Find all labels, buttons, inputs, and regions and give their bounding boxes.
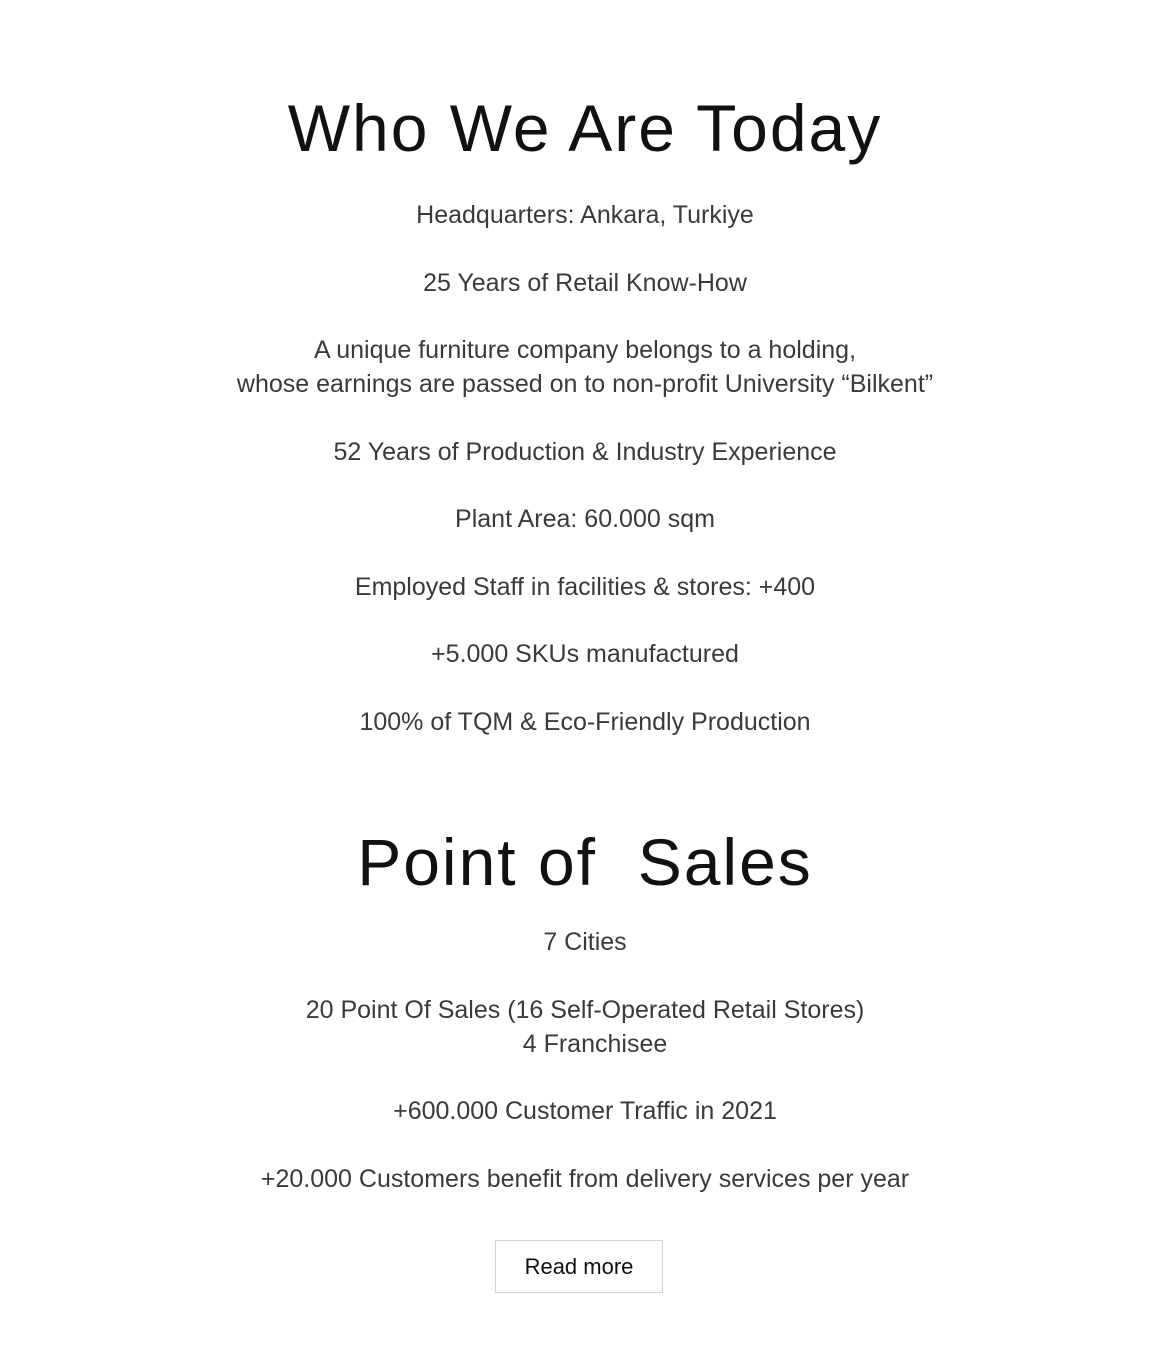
fact-delivery <box>0 1162 1170 1196</box>
who-we-are-facts <box>0 198 1170 772</box>
fact-line: 52 Years of Production & Industry Experience <box>333 437 837 466</box>
fact-line: 100% of TQM & Eco-Friendly Production <box>359 707 811 736</box>
fact-line: whose earnings are passed on to non-profit University “Bilkent” <box>236 370 934 398</box>
point-of-sales-title: Point of Sales <box>357 825 813 899</box>
fact-line: Employed Staff in facilities & stores: +400 <box>354 572 816 601</box>
fact-line: 20 Point Of Sales (16 Self-Operated Retail Stores) <box>305 995 865 1024</box>
fact-staff <box>0 570 1170 604</box>
fact-line: +600.000 Customer Traffic in 2021 <box>393 1097 777 1125</box>
fact-line: Headquarters: Ankara, Turkiye <box>416 201 754 229</box>
fact-headquarters <box>0 198 1170 232</box>
read-more-button[interactable]: Read more <box>495 1240 663 1293</box>
fact-line: +20.000 Customers benefit from delivery services per year <box>260 1164 910 1193</box>
fact-cities <box>0 925 1170 959</box>
fact-point-of-sales <box>0 993 1170 1061</box>
fact-line: 7 Cities <box>543 928 627 956</box>
fact-plant-area <box>0 502 1170 536</box>
fact-tqm <box>0 705 1170 739</box>
fact-production-years <box>0 435 1170 469</box>
fact-line: +5.000 SKUs manufactured <box>431 640 739 668</box>
fact-retail-years <box>0 266 1170 300</box>
fact-line: 25 Years of Retail Know-How <box>423 268 747 297</box>
fact-holding <box>0 333 1170 401</box>
point-of-sales-facts <box>0 925 1170 1229</box>
fact-line: Plant Area: 60.000 sqm <box>455 505 715 533</box>
fact-line: A unique furniture company belongs to a holding, <box>313 336 857 364</box>
fact-skus <box>0 637 1170 671</box>
who-we-are-title: Who We Are Today <box>287 91 883 165</box>
fact-customer-traffic <box>0 1094 1170 1128</box>
fact-line: 4 Franchisee <box>522 1029 668 1058</box>
